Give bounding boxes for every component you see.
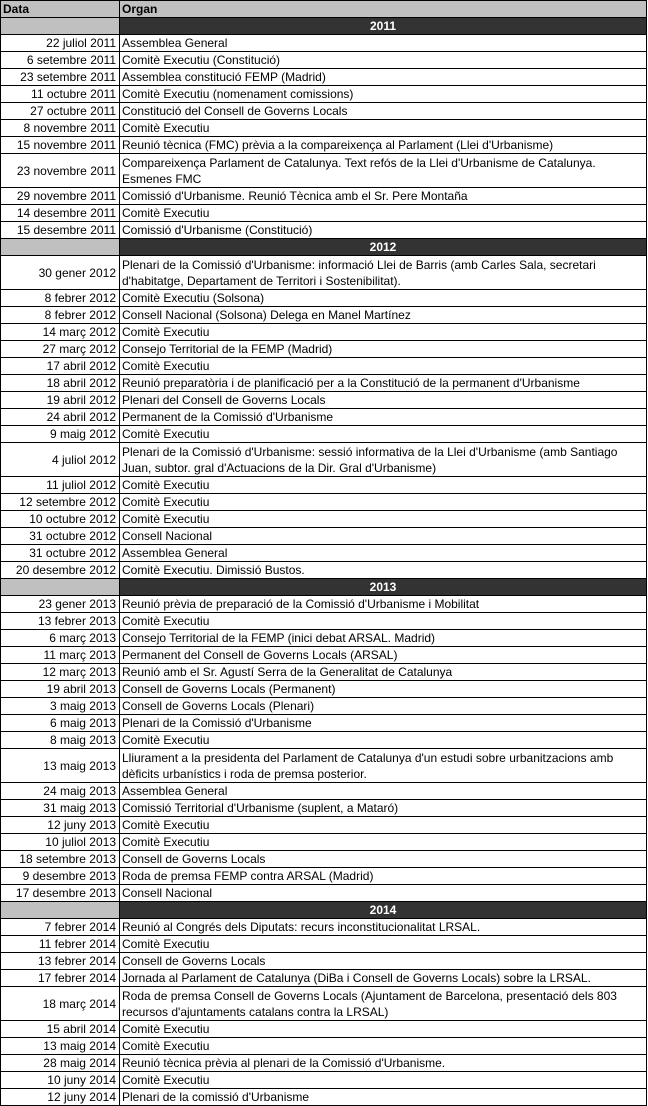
table-row — [1, 953, 647, 970]
organ-cell: Comitè Executiu (nomenament comissions) — [120, 86, 647, 103]
date-cell: 8 febrer 2012 — [1, 307, 120, 324]
table-row — [1, 86, 647, 103]
table-row — [1, 443, 647, 477]
organ-column-header: Organ — [120, 1, 647, 18]
organ-cell: Reunió tècnica (FMC) prèvia a la compareixença al Parlament (Llei d'Urbanisme) — [120, 137, 647, 154]
date-cell: 8 febrer 2012 — [1, 290, 120, 307]
table-row — [1, 987, 647, 1021]
organ-cell: Comitè Executiu — [120, 205, 647, 222]
organ-cell: Assemblea General — [120, 545, 647, 562]
header-row — [1, 1, 647, 18]
date-cell: 12 setembre 2012 — [1, 494, 120, 511]
table-row — [1, 375, 647, 392]
date-cell: 15 desembre 2011 — [1, 222, 120, 239]
organ-cell: Comitè Executiu — [120, 936, 647, 953]
organ-cell: Reunió al Congrés dels Diputats: recurs inconstitucionalitat LRSAL. — [120, 919, 647, 936]
date-cell: 18 abril 2012 — [1, 375, 120, 392]
date-cell: 24 maig 2013 — [1, 783, 120, 800]
table-row — [1, 647, 647, 664]
organ-cell: Comitè Executiu — [120, 613, 647, 630]
organ-cell: Comissió d'Urbanisme (Constitució) — [120, 222, 647, 239]
table-body — [1, 18, 647, 1106]
table-row — [1, 409, 647, 426]
organ-cell: Comitè Executiu — [120, 120, 647, 137]
table-row — [1, 562, 647, 579]
year-section-row — [1, 579, 647, 596]
table-row — [1, 392, 647, 409]
date-cell: 23 gener 2013 — [1, 596, 120, 613]
organ-cell: Reunió tècnica prèvia al plenari de la Comissió d'Urbanisme. — [120, 1055, 647, 1072]
table-row — [1, 222, 647, 239]
table-row — [1, 528, 647, 545]
organ-cell: Consell de Governs Locals — [120, 851, 647, 868]
date-cell: 24 abril 2012 — [1, 409, 120, 426]
date-cell: 23 novembre 2011 — [1, 154, 120, 188]
table-row — [1, 749, 647, 783]
date-cell: 9 maig 2012 — [1, 426, 120, 443]
date-cell: 13 febrer 2014 — [1, 953, 120, 970]
table-row — [1, 1089, 647, 1106]
date-cell: 10 juliol 2013 — [1, 834, 120, 851]
organ-cell: Consell de Governs Locals — [120, 953, 647, 970]
year-section-row — [1, 902, 647, 919]
table-row — [1, 290, 647, 307]
table-row — [1, 137, 647, 154]
table-row — [1, 256, 647, 290]
organ-cell: Comitè Executiu — [120, 834, 647, 851]
table-row — [1, 936, 647, 953]
year-heading: 2012 — [120, 239, 647, 256]
date-cell: 20 desembre 2012 — [1, 562, 120, 579]
table-row — [1, 817, 647, 834]
organ-cell: Consell de Governs Locals (Plenari) — [120, 698, 647, 715]
date-cell: 11 octubre 2011 — [1, 86, 120, 103]
date-cell: 28 maig 2014 — [1, 1055, 120, 1072]
organ-cell: Comitè Executiu (Solsona) — [120, 290, 647, 307]
organ-cell: Assemblea General — [120, 783, 647, 800]
organ-cell: Plenari de la Comissió d'Urbanisme — [120, 715, 647, 732]
year-heading: 2014 — [120, 902, 647, 919]
organ-cell: Comitè Executiu. Dimissió Bustos. — [120, 562, 647, 579]
organ-cell: Assemblea General — [120, 35, 647, 52]
year-heading: 2013 — [120, 579, 647, 596]
table-row — [1, 52, 647, 69]
organ-cell: Permanent de la Comissió d'Urbanisme — [120, 409, 647, 426]
date-cell: 31 octubre 2012 — [1, 528, 120, 545]
organ-cell: Consejo Territorial de la FEMP (inici debat ARSAL. Madrid) — [120, 630, 647, 647]
table-row — [1, 885, 647, 902]
date-cell: 11 març 2013 — [1, 647, 120, 664]
organ-cell: Comitè Executiu — [120, 426, 647, 443]
organ-cell: Comitè Executiu (Constitució) — [120, 52, 647, 69]
date-cell: 14 març 2012 — [1, 324, 120, 341]
table-row — [1, 698, 647, 715]
date-cell: 15 abril 2014 — [1, 1021, 120, 1038]
date-cell: 22 juliol 2011 — [1, 35, 120, 52]
table-row — [1, 613, 647, 630]
table-row — [1, 120, 647, 137]
table-row — [1, 800, 647, 817]
organ-cell: Comitè Executiu — [120, 1038, 647, 1055]
organ-cell: Reunió amb el Sr. Agustí Serra de la Generalitat de Catalunya — [120, 664, 647, 681]
organ-cell: Comitè Executiu — [120, 732, 647, 749]
year-section-row — [1, 239, 647, 256]
organ-cell: Constitució del Consell de Governs Locals — [120, 103, 647, 120]
table-row — [1, 919, 647, 936]
organ-cell: Comissió Territorial d'Urbanisme (suplent, a Mataró) — [120, 800, 647, 817]
organ-cell: Consejo Territorial de la FEMP (Madrid) — [120, 341, 647, 358]
table-row — [1, 426, 647, 443]
date-cell: 13 maig 2013 — [1, 749, 120, 783]
date-cell: 18 setembre 2013 — [1, 851, 120, 868]
date-cell: 19 abril 2012 — [1, 392, 120, 409]
date-cell: 10 juny 2014 — [1, 1072, 120, 1089]
organ-cell: Comitè Executiu — [120, 477, 647, 494]
date-cell: 31 maig 2013 — [1, 800, 120, 817]
year-spacer-cell — [1, 239, 120, 256]
table-row — [1, 188, 647, 205]
date-cell: 27 març 2012 — [1, 341, 120, 358]
year-spacer-cell — [1, 902, 120, 919]
table-row — [1, 494, 647, 511]
table-row — [1, 358, 647, 375]
year-spacer-cell — [1, 18, 120, 35]
table-row — [1, 1055, 647, 1072]
date-cell: 12 juny 2013 — [1, 817, 120, 834]
organ-cell: Consell de Governs Locals (Permanent) — [120, 681, 647, 698]
table-row — [1, 664, 647, 681]
organ-cell: Comitè Executiu — [120, 1072, 647, 1089]
organ-cell: Reunió preparatòria i de planificació per a la Constitució de la permanent d'Urbanisme — [120, 375, 647, 392]
date-cell: 6 maig 2013 — [1, 715, 120, 732]
organ-cell: Plenari de la Comissió d'Urbanisme: sessió informativa de la Llei d'Urbanisme (amb Santiago Juan, subtor. gral d'Actuacions de la Dir. Gral d'Urbanisme) — [120, 443, 647, 477]
organ-cell: Consell Nacional (Solsona) Delega en Manel Martínez — [120, 307, 647, 324]
organ-cell: Comitè Executiu — [120, 324, 647, 341]
date-column-header: Data — [1, 1, 120, 18]
table-row — [1, 868, 647, 885]
date-cell: 17 febrer 2014 — [1, 970, 120, 987]
organ-cell: Plenari de la comissió d'Urbanisme — [120, 1089, 647, 1106]
organ-cell: Comitè Executiu — [120, 494, 647, 511]
table-row — [1, 1038, 647, 1055]
table-row — [1, 69, 647, 86]
table-row — [1, 511, 647, 528]
date-cell: 14 desembre 2011 — [1, 205, 120, 222]
table-row — [1, 341, 647, 358]
organ-cell: Comitè Executiu — [120, 511, 647, 528]
date-cell: 8 novembre 2011 — [1, 120, 120, 137]
date-cell: 7 febrer 2014 — [1, 919, 120, 936]
date-cell: 6 març 2013 — [1, 630, 120, 647]
organ-cell: Roda de premsa Consell de Governs Locals (Ajuntament de Barcelona, presentació dels 803 recursos d'ajuntaments catalans contra la LRSAL) — [120, 987, 647, 1021]
table-row — [1, 783, 647, 800]
organ-cell: Permanent del Consell de Governs Locals (ARSAL) — [120, 647, 647, 664]
date-cell: 9 desembre 2013 — [1, 868, 120, 885]
table-row — [1, 630, 647, 647]
table-row — [1, 596, 647, 613]
date-cell: 15 novembre 2011 — [1, 137, 120, 154]
table-header — [1, 1, 647, 18]
table-row — [1, 834, 647, 851]
table-row — [1, 970, 647, 987]
table-row — [1, 205, 647, 222]
date-cell: 10 octubre 2012 — [1, 511, 120, 528]
table-row — [1, 681, 647, 698]
organ-cell: Lliurament a la presidenta del Parlament de Catalunya d'un estudi sobre urbanitzacions amb dèficits urbanístics i roda de premsa posterior. — [120, 749, 647, 783]
table-row — [1, 1072, 647, 1089]
date-cell: 11 juliol 2012 — [1, 477, 120, 494]
date-cell: 29 novembre 2011 — [1, 188, 120, 205]
organ-cell: Assemblea constitució FEMP (Madrid) — [120, 69, 647, 86]
date-cell: 17 abril 2012 — [1, 358, 120, 375]
organ-cell: Consell Nacional — [120, 528, 647, 545]
organ-cell: Reunió prèvia de preparació de la Comissió d'Urbanisme i Mobilitat — [120, 596, 647, 613]
table-row — [1, 1021, 647, 1038]
year-spacer-cell — [1, 579, 120, 596]
date-cell: 23 setembre 2011 — [1, 69, 120, 86]
table-row — [1, 732, 647, 749]
date-cell: 30 gener 2012 — [1, 256, 120, 290]
date-cell: 8 maig 2013 — [1, 732, 120, 749]
table-row — [1, 851, 647, 868]
date-cell: 13 maig 2014 — [1, 1038, 120, 1055]
date-cell: 4 juliol 2012 — [1, 443, 120, 477]
date-cell: 3 maig 2013 — [1, 698, 120, 715]
date-cell: 17 desembre 2013 — [1, 885, 120, 902]
organ-cell: Comitè Executiu — [120, 1021, 647, 1038]
table-row — [1, 154, 647, 188]
date-cell: 27 octubre 2011 — [1, 103, 120, 120]
table-row — [1, 103, 647, 120]
organ-cell: Comissió d'Urbanisme. Reunió Tècnica amb el Sr. Pere Montaña — [120, 188, 647, 205]
organ-cell: Plenari del Consell de Governs Locals — [120, 392, 647, 409]
table-row — [1, 307, 647, 324]
table-row — [1, 545, 647, 562]
organ-cell: Comitè Executiu — [120, 358, 647, 375]
date-cell: 11 febrer 2014 — [1, 936, 120, 953]
date-cell: 12 març 2013 — [1, 664, 120, 681]
organ-cell: Consell Nacional — [120, 885, 647, 902]
date-cell: 19 abril 2013 — [1, 681, 120, 698]
table-row — [1, 324, 647, 341]
organ-cell: Comitè Executiu — [120, 817, 647, 834]
organ-cell: Plenari de la Comissió d'Urbanisme: informació Llei de Barris (amb Carles Sala, secretari d'habitatge, Departament de Territori i Sostenibilitat). — [120, 256, 647, 290]
date-cell: 13 febrer 2013 — [1, 613, 120, 630]
organ-cell: Compareixença Parlament de Catalunya. Text refós de la Llei d'Urbanisme de Catalunya. Esmenes FMC — [120, 154, 647, 188]
organ-cell: Jornada al Parlament de Catalunya (DiBa i Consell de Governs Locals) sobre la LRSAL. — [120, 970, 647, 987]
table-row — [1, 35, 647, 52]
date-cell: 6 setembre 2011 — [1, 52, 120, 69]
organ-cell: Roda de premsa FEMP contra ARSAL (Madrid) — [120, 868, 647, 885]
date-cell: 31 octubre 2012 — [1, 545, 120, 562]
table-row — [1, 477, 647, 494]
year-heading: 2011 — [120, 18, 647, 35]
date-cell: 12 juny 2014 — [1, 1089, 120, 1106]
table-row — [1, 715, 647, 732]
date-cell: 18 març 2014 — [1, 987, 120, 1021]
year-section-row — [1, 18, 647, 35]
